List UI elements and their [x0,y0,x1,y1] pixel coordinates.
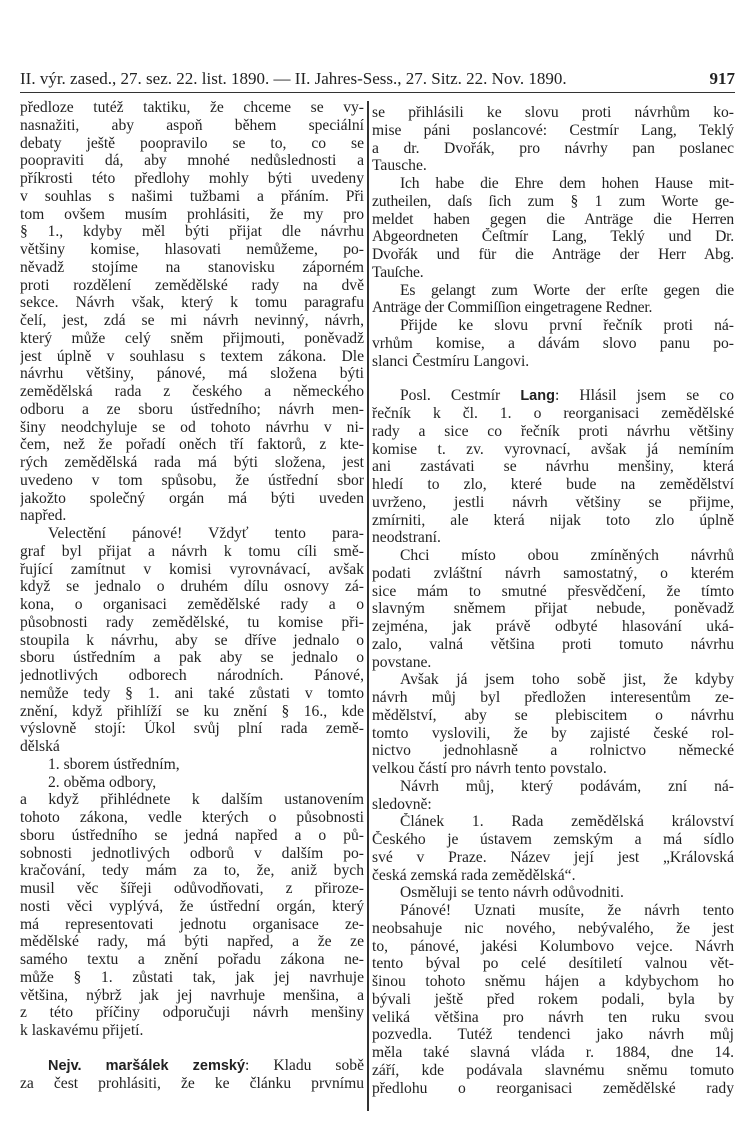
text-line: tomto vyslovili, že by zajisté české rol- [372,724,734,742]
text-line: Velectění pánové! Vždyť tento para- [48,525,364,542]
text-line: Abgeordneten Čeſtmír Lang, Teklý und Dr. [372,228,734,246]
text-line: znění, když přihlíží se ku znění § 16., kde [20,702,364,720]
text-line: slanci Čestmíru Langovi. [372,352,530,370]
text-line: návrhu většiny, pánové, má složena býti [20,365,364,383]
text-line: Přijde ke slovu první řečník proti ná- [400,317,734,334]
text-line: působnosti rady zemědělské, tu komise při- [20,613,364,631]
text-line: bývali ještě před rokem podali, byla by [372,990,734,1008]
text-line: zalo, valná většina proti tomuto návrhu [372,635,734,653]
paragraph [372,547,734,671]
text-line: musil věc šířeji odůvodňovati, z přiroze- [20,880,364,897]
text-line: čem, než že pořadí oněch tří faktorů, z kte- [20,436,364,454]
text-line: stoupila k návrhu, aby se dříve jednalo o [20,631,364,649]
text-line: vrhům komise, a dávám slovo panu po- [372,334,734,352]
text-line: 1. sborem ústředním, [48,755,180,773]
text-line: mědělství, aby se plebiscitem o návrhu [372,706,734,724]
text-line: sekce. Návrh však, který k tomu paragrafu [20,294,364,312]
text-line: 2. oběma odbory, [48,773,157,791]
text-line: odboru a ze sboru ústředního; návrh men- [20,400,364,418]
paragraph [372,175,734,282]
text-line: z této příčiny odporučuji návrh menšiny [20,1004,364,1022]
text-line: rady a sice co řečník proti návrhu většiny [372,422,734,440]
text-line: většiny komise, hlasovati nemůžeme, po- [20,241,364,258]
page-number: 917 [709,69,735,88]
text-line: Návrh můj, který podávám, zní ná- [400,777,734,795]
text-line: komise t. zv. vyrovnací, avšak já nemíním [372,440,734,458]
text-line: Dvořák und für die Anträge der Herr Abg. [372,246,734,263]
text-line: může § 1. zůstati tak, jak jej navrhuje [20,968,364,986]
text-line: tohoto zákona, vedle kterých o působnosti [20,809,364,826]
text-line: Es gelangt zum Worte der erſte gegen die [400,281,734,299]
text-line: uvedeno v tom spůsobu, že ústřední sbor [20,471,364,489]
text-line: ani zastávati se návrhu menšiny, která [372,458,734,476]
text-line: zejména, jak právě odbyté hlasování uká- [372,618,734,635]
text-line: Chci místo obou zmíněných návrhů [400,547,734,564]
text-line: tom ovšem musím prohlásiti, že my pro [20,205,364,223]
text-line: šiny neodchyluje se od tohoto návrhu v ni- [20,418,364,436]
text-line: řečník k čl. 1. o reorganisaci zemědělské [372,405,734,422]
paragraph [20,99,364,525]
paragraph [372,671,734,778]
text-line: se přihlásili ke slovu proti návrhům ko- [372,104,734,121]
text-line: v souhlas s našimi tužbami a přáním. Při [20,187,364,205]
text-line: jakožto společný orgán má býti uveden [20,489,364,507]
paragraph [20,791,364,1040]
text-line: rých zemědělská rada má býti složena, jest [20,454,364,471]
text-line: poopraviti dá, aby mnohé nedůslednosti a [20,152,364,170]
text-line: šinou tohoto sněmu hájen a kdybychom ho [372,973,734,990]
text-line: Anträge der Commiſſion eingetragene Redner. [372,299,653,317]
text-line: neobsahuje nic nového, nebývalého, že jest [372,919,734,937]
text-line: dělská [20,738,60,755]
text-line: a dr. Dvořák, pro návrhy pan poslanec [372,139,734,157]
text-line: jednotlivých odborech národních. Pánové, [20,667,364,684]
paragraph [372,317,734,370]
text-line: pozvedla. Tutéž tendenci jako návrh můj [372,1026,734,1044]
text-line: proti rozdělení zemědělské rady na dvě [20,276,364,294]
text-line: nictvo jednohlasně a rolnictvo německé [372,742,734,760]
text-line: návrh můj byl předložen interesentům ze- [372,689,734,706]
text-line: samého textu a znění pořadu zákona ne- [20,951,364,968]
speech-paragraph [20,1057,364,1093]
text-line: zutheilen, daſs ſich zum § 1 zum Worte ge- [372,192,734,210]
text-line: předlohu o reorganisaci zemědělské rady [372,1079,734,1097]
text-line: uvrženo, jestli návrh většiny se přijme, [372,493,734,511]
text-line: kona, o organisaci zemědělské rady a o [20,596,364,613]
text-line: slavným sněmem přijat nebude, poněvadž [372,600,734,618]
text-line: mise páni poslancové: Cestmír Lang, Teklý [372,121,734,139]
text-line: zmírniti, ale která nijak toto zlo úplně [372,511,734,529]
column-divider [367,101,369,1111]
text-line: sboru ústředním a pak aby se jednalo o [20,649,364,667]
text-line: jest úplně v souhlasu s textem zákona. Dle [20,347,364,365]
text-line: nemůže tedy § 1. ani také zůstati v tomto [20,684,364,702]
text-line: má representovati jednotu organisace ze- [20,915,364,933]
text-line: neodstraní. [372,529,441,547]
speaker-name: Lang [520,388,555,405]
text-line: Osměluji se tento návrh odůvodniti. [400,884,624,902]
text-line: nosti věci vyplývá, že ústřední orgán, který [20,897,364,915]
text-line: Ich habe die Ehre dem hohen Hause mit- [400,175,734,192]
paragraph [372,884,734,902]
text-line: sice mám to smutné přesvědčení, že tímto [372,582,734,600]
column-left [20,99,364,1092]
text-line: předloze tutéž taktiku, že chceme se vy- [20,99,364,116]
paragraph [372,813,734,884]
text-line: nasnažiti, aby aspoň během speciální [20,116,364,134]
paragraph [372,902,734,1097]
text-line: řující zamítnut v komisi vyrovnávací, avšak [20,560,364,578]
text-line: příkrosti této předlohy mohly býti uvedeny [20,170,364,187]
speaker-name: Nejv. maršálek zemský [48,1057,246,1074]
text-line: § 1., kdyby měl býti přijat dle návrhu [20,223,364,241]
text-line: Tausche. [372,157,427,175]
paragraph [20,756,364,792]
text-line: své v Praze. Název její jest „Královská [372,848,734,866]
text-line: hledí to zlo, které bude na zemědělství [372,476,734,493]
text-line: který může celý sněm přijmouti, poněvadž [20,329,364,347]
text-line: většina, nýbrž jak jej navrhuje menšina, a [20,986,364,1004]
text-line: velkou částí pro návrh tento povstalo. [372,760,607,777]
text-line [372,387,734,405]
paragraph [372,778,734,814]
text-line: září, kde podávala slavnému sněmu tomuto [372,1061,734,1079]
text-line: měla také slavná vláda r. 1884, dne 14. [372,1044,734,1061]
text-line: podati zvláštní návrh samostatný, o kterém [372,564,734,582]
paragraph [20,525,364,756]
text-line: Tauſche. [372,263,424,281]
text-line: čelí, jest, zdá se mi návrh nevinný, návrh, [20,312,364,329]
text-line: když se jednalo o druhém dílu osnovy zá- [20,578,364,596]
text-line: a když přihlédnete k dalším ustanovením [20,791,364,809]
text-line: sboru ústředního se jedná napřed a o pů- [20,826,364,844]
text-line: meldet haben gegen die Anträge die Herren [372,210,734,228]
text-line: sobnosti jednotlivých odborů v dalším po- [20,844,364,862]
speech-text: : Kladu sobě [245,1056,364,1074]
text-line: veliká většina pro návrh ten ruku svou [372,1008,734,1026]
text-line: Článek 1. Rada zemědělská království [400,813,734,831]
speech-paragraph [372,387,734,547]
text-line: zemědělská rada z českého a německého [20,383,364,400]
text-line: něvadž stojíme na stanovisku záporném [20,258,364,276]
running-header [20,66,735,93]
speech-text: : Hlásil jsem se co [554,387,734,405]
text-line: výslovně stojí: Úkol svůj plní rada země- [20,720,364,738]
text-line: tento býval po celé desítiletí valnou vět- [372,955,734,973]
text-line [20,1057,364,1075]
text-line: sledovně: [372,795,432,813]
text-line: graf byl přijat a návrh k tomu cíli smě- [20,542,364,560]
text-line: napřed. [20,507,67,525]
paragraph [372,282,734,318]
text-line: za čest prohlásiti, že ke článku prvnímu [20,1074,364,1092]
column-right [372,104,734,1097]
text-line: debaty ještě poopravilo se to, co se [20,134,364,152]
text-line: Pánové! Uznati musíte, že návrh tento [400,902,734,919]
text-line: povstane. [372,653,432,671]
speaker-prefix: Posl. Cestmír [400,387,521,405]
text-line: česká zemská rada zemědělská“. [372,866,576,884]
text-line: Avšak já jsem toho sobě jist, že kdyby [400,671,734,689]
text-line: to, pánové, jakési Kolumbovo vejce. Návrh [372,937,734,955]
text-line: kračování, tedy mám za to, že, aniž bych [20,862,364,880]
text-line: Českého je ústavem zemským a má sídlo [372,831,734,848]
text-line: mědělské rady, má býti napřed, a že ze [20,933,364,951]
paragraph [372,104,734,175]
text-line: k laskavému přijetí. [20,1022,144,1039]
header-session-info: II. výr. zased., 27. sez. 22. list. 1890. — II. Jahres-Sess., 27. Sitz. 22. Nov. 1890. [20,69,567,88]
